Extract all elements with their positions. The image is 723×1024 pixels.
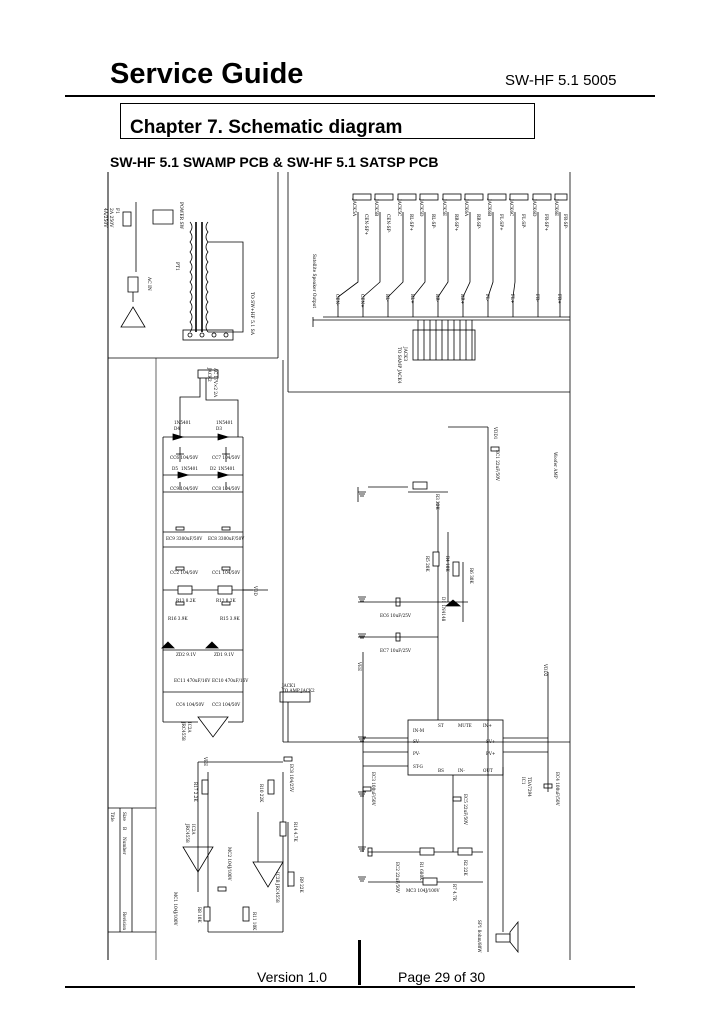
jack-6d: JACK6D <box>531 199 536 217</box>
speaker-sp1: SP1 8ohm/80W <box>477 920 482 953</box>
res-r4: R4 10K <box>445 556 450 572</box>
cap-left-5: CC4 104/50V <box>176 702 205 707</box>
signal-rl-sp-minus: RL-SP- <box>430 214 435 229</box>
ic-pin-sv-minus: SV- <box>413 739 420 744</box>
jack-5c: JACK5C <box>396 199 401 217</box>
ic-left-part: JRC4558 <box>181 722 186 741</box>
bus-rr-minus: RR- <box>434 294 439 302</box>
title-block-size-val: B <box>122 827 127 831</box>
footer-page: Page 29 of 30 <box>398 969 486 985</box>
ic-pin-out: OUT <box>483 768 493 773</box>
jack2-label: JACK2 <box>207 368 212 382</box>
vcc-vdd1: VDD1 <box>493 427 498 440</box>
cap-right-3: CC1 104/50V <box>212 570 241 575</box>
woofer-amp-block <box>358 427 552 952</box>
signal-rl-sp-plus: RL-SP+ <box>408 214 413 231</box>
satellite-output-label: Satellite Speaker Output <box>311 254 316 309</box>
schematic-diagram <box>102 172 570 960</box>
cap-right-5: CC3 104/50V <box>212 702 241 707</box>
ac-input-label: AC IN <box>146 277 151 291</box>
res-r10: R10 22K <box>259 784 264 803</box>
jack1-label: JACK1 <box>282 683 296 688</box>
chapter-title: Chapter 7. Schematic diagram <box>130 117 403 138</box>
signal-rr-sp-plus: RR-SP+ <box>453 214 458 232</box>
ic-2a-bottom: IC2A <box>191 824 196 835</box>
bus-cen-plus: CEN+ <box>359 294 364 308</box>
ic-pin-in-m: IN-M <box>413 728 425 733</box>
jack-6c: JACK6C <box>508 199 513 217</box>
woofer-amp-label: Woofer AMP <box>553 452 558 479</box>
ic-left-label: IC2A <box>187 722 192 733</box>
power-switch-label: POWER SW <box>178 202 183 230</box>
ic-pin-pv-minus: PV- <box>413 751 420 756</box>
cap-left-0: CC6 104/50V <box>170 455 199 460</box>
res-r5: R5 20K <box>425 556 430 572</box>
bus-fl-minus: FL- <box>484 294 489 302</box>
vcc-vdd: VDD <box>253 586 258 596</box>
cap-mc2: MC2 104J/100V <box>227 847 232 881</box>
signal-cen-sp-minus: CEN-SP- <box>385 214 390 233</box>
signal-cen-sp-plus: CEN-SP+ <box>363 214 368 236</box>
jack-5b: JACK5B <box>373 199 378 217</box>
res-r14: R14 4.7K <box>293 822 298 842</box>
signal-rr-sp-minus: RR-SP- <box>475 214 480 229</box>
res-r9: R9 22K <box>299 877 304 893</box>
zener-right: ZD1 9.1V <box>214 652 234 657</box>
opamp-block <box>183 757 294 932</box>
vcc-vdd2: VDD2 <box>543 664 548 677</box>
jack-5a: JACK5A <box>351 199 356 217</box>
transformer-label: PT1 <box>174 262 179 271</box>
jack-5e: JACK5E <box>441 199 446 217</box>
res-r6: R6 30K <box>469 568 474 584</box>
cap-left-4: EC11 470uF/16V <box>174 678 211 683</box>
vcc-vee-main: VEE <box>357 662 362 672</box>
cap-ec6: EC6 10uF/25V <box>380 613 411 618</box>
bus-fl-plus: FL+ <box>509 294 514 304</box>
title-block-size: Size <box>122 812 127 821</box>
ic-pin-bs: BS <box>438 768 444 773</box>
ic-2a-bottom-part: JRC4558 <box>185 824 190 843</box>
jack3-label: JACK3 <box>402 347 407 362</box>
cap-left-1: CC9 104/50V <box>170 486 199 491</box>
ic-main-label: IC1 <box>521 777 526 785</box>
jack-6e: JACK6E <box>553 199 558 217</box>
res-r3: R3 22K <box>435 494 440 510</box>
header-title: Service Guide <box>110 58 304 90</box>
res-r8: R8 10K <box>197 907 202 923</box>
diode-d4: D4 <box>174 426 181 431</box>
ic-pin-in-minus: IN- <box>458 768 465 773</box>
bus-fr-plus: FR+ <box>556 294 561 304</box>
cap-ec5: EC5 22uF/50V <box>463 794 468 825</box>
cap-mc3: MC3 104J/100V <box>406 888 440 893</box>
bus-rl-plus: RL+ <box>409 294 414 304</box>
bus-fr-minus: FR- <box>534 294 539 302</box>
diode-d4-part: 1N5401 <box>174 420 191 425</box>
cap-right-2: EC8 3300uF/50V <box>208 536 245 541</box>
res-r11: R11 10K <box>252 912 257 931</box>
ic-pin-st: ST <box>438 723 444 728</box>
bus-rl-minus: RL- <box>384 294 389 302</box>
jack3-desc: TO SAMP JACK4 <box>396 347 401 384</box>
cap-left-3: CC2 104/50V <box>170 570 199 575</box>
cap-ec4: EC4 100uF/50V <box>555 772 560 806</box>
diode-d3: D3 <box>216 426 223 431</box>
fuse-rating: 2A 250V <box>108 208 113 228</box>
cap-ec8-left: EC8 104/25V <box>289 764 294 793</box>
diode-d2: D2 <box>210 466 217 471</box>
title-block <box>108 808 156 932</box>
jack-5d: JACK5D <box>418 199 423 217</box>
bus-rr-plus: RR+ <box>459 294 464 305</box>
title-block-number: Number <box>122 837 127 855</box>
footer-rule <box>65 986 635 988</box>
zener-left: ZD2 9.1V <box>176 652 196 657</box>
cap-right-0: CC7 104/50V <box>212 455 241 460</box>
diode-d1: D1 1N4148 <box>441 597 446 622</box>
cap-ec7: EC7 10uF/25V <box>380 648 411 653</box>
signal-fl-sp-minus: FL-SP- <box>520 214 525 229</box>
footer-divider <box>358 940 361 985</box>
bus-cen-minus: CEN- <box>334 294 339 306</box>
ic-pin-st-g: ST-G <box>413 764 423 769</box>
jack-6b: JACK6B <box>486 199 491 217</box>
cap-ec2: EC2 22uF/50V <box>395 862 400 893</box>
signal-fl-sp-plus: FL-SP+ <box>498 214 503 231</box>
title-block-revision: Revision <box>122 912 127 931</box>
cap-right-4: EC10 470uF/16V <box>212 678 249 683</box>
res-r1: R1 680K <box>419 862 424 881</box>
jack1-desc: TO AMP JACK2 <box>282 688 315 693</box>
res-r2: R2 22K <box>463 860 468 876</box>
cap-ec1: EC1 22uF/50V <box>495 450 500 481</box>
diode-d3-part: 1N5401 <box>216 420 233 425</box>
to-sw-label: TO SW+HF 5.1 SA <box>249 292 254 335</box>
res-r17: R17 2.2K <box>193 782 198 802</box>
res-right-0: R12 8.2K <box>216 598 236 603</box>
jack-6a: JACK6A <box>463 199 468 217</box>
vcc-vee-left: VEE <box>203 757 208 767</box>
cap-right-1: CC8 104/50V <box>212 486 241 491</box>
header-rule <box>65 95 655 97</box>
header-model: SW-HF 5.1 5005 <box>505 72 617 89</box>
cap-ec3: EC3 100uF/50V <box>371 772 376 806</box>
ic-pin-pv-plus: PV+ <box>486 751 496 756</box>
ic-pin-sv-plus: SV+ <box>486 739 496 744</box>
ic-2b: IC2B JRC4558 <box>275 872 280 903</box>
diode-d5-part: 1N5401 <box>181 466 198 471</box>
diode-d5: D5 <box>172 466 179 471</box>
schematic-subtitle: SW-HF 5.1 SWAMP PCB & SW-HF 5.1 SATSP PCB <box>110 154 439 170</box>
res-left-1: R16 3.9K <box>168 616 188 621</box>
fuse-rating-2: 4A/250V <box>102 208 107 228</box>
footer-version: Version 1.0 <box>257 969 328 985</box>
satellite-output-block <box>288 172 570 392</box>
jack2-desc: AC 17V×2 2A <box>213 368 218 398</box>
ic-pin-mute: MUTE <box>458 723 472 728</box>
res-r7: R7 4.7K <box>452 884 457 901</box>
res-left-0: R13 8.2K <box>176 598 196 603</box>
cap-left-2: EC9 3300uF/50V <box>166 536 203 541</box>
ic-main-part: TDA7294 <box>527 777 532 797</box>
ic-pin-in-plus: IN+ <box>483 723 492 728</box>
title-block-title: Title <box>110 812 115 822</box>
signal-fr-sp-plus: FR-SP+ <box>543 214 548 232</box>
fuse-label: F1 <box>114 208 119 214</box>
cap-mc1: MC1 104J/100V <box>173 892 178 926</box>
res-right-1: R15 3.9K <box>220 616 240 621</box>
diode-d2-part: 1N5401 <box>218 466 235 471</box>
signal-fr-sp-minus: FR-SP- <box>562 214 567 229</box>
